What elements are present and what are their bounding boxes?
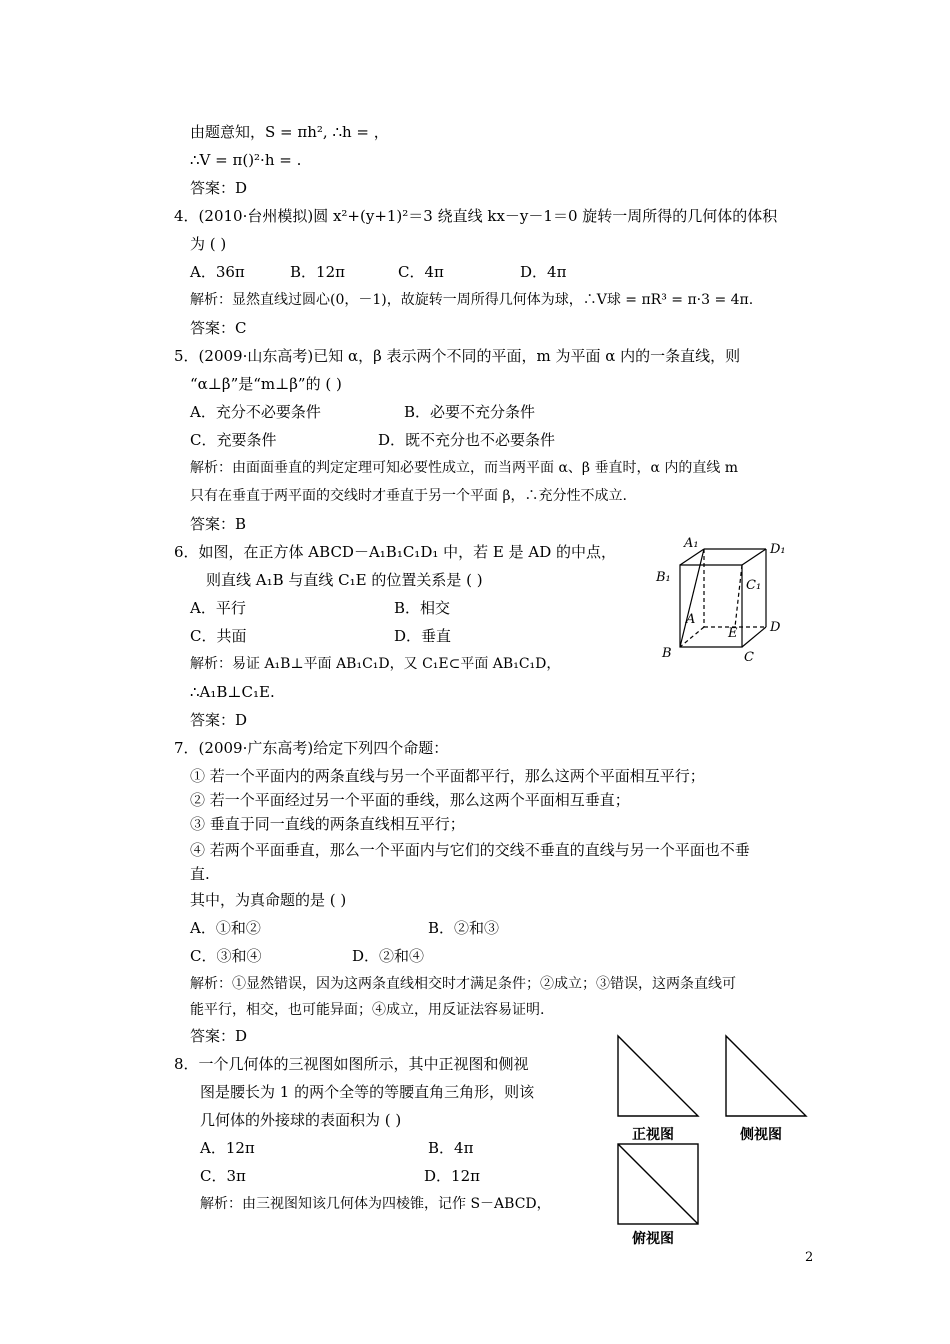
proposition-2: ② 若一个平面经过另一个平面的垂线，那么这两个平面相互垂直； — [190, 791, 630, 809]
question-8-stem: 8．一个几何体的三视图如图所示，其中正视图和侧视 — [174, 1055, 529, 1073]
option-b: B．②和③ — [428, 919, 500, 937]
cube-edge — [742, 627, 766, 647]
option-d: D．4π — [520, 263, 567, 281]
question-4-stem: 4．(2010·台州模拟)圆 x²+(y+1)²＝3 绕直线 kx－y－1＝0 旋转一周所得的几何体的体积 — [174, 207, 778, 225]
option-a: A．平行 — [190, 599, 246, 617]
page-number: 2 — [805, 1250, 814, 1265]
question-6-stem: 6．如图，在正方体 ABCD－A₁B₁C₁D₁ 中，若 E 是 AD 的中点， — [174, 543, 617, 561]
option-a: A．12π — [200, 1139, 255, 1157]
option-c: C．4π — [398, 263, 444, 281]
text-line: ∴V = π()²·h = . — [190, 151, 302, 169]
analysis-line: 能平行，相交，也可能异面；④成立，用反证法容易证明. — [190, 1002, 545, 1018]
option-c: C．③和④ — [190, 947, 262, 965]
side-view-label: 侧视图 — [740, 1127, 782, 1143]
answer-line: 答案：B — [190, 515, 247, 533]
option-b: B．12π — [290, 263, 345, 281]
analysis-line: 只有在垂直于两平面的交线时才垂直于另一个平面 β，∴充分性不成立. — [190, 488, 627, 504]
answer-line: 答案：D — [190, 711, 248, 729]
answer-line: 答案：D — [190, 179, 248, 197]
text-line: “α⊥β”是“m⊥β”的 ( ) — [190, 375, 342, 393]
text-line: 直. — [190, 865, 210, 883]
option-d: D．既不充分也不必要条件 — [378, 431, 556, 449]
analysis-line: 解析：易证 A₁B⊥平面 AB₁C₁D，又 C₁E⊂平面 AB₁C₁D， — [190, 656, 561, 672]
option-a: A．①和② — [190, 919, 261, 937]
option-c: C．共面 — [190, 627, 247, 645]
label-d: D — [770, 620, 781, 635]
question-5-stem: 5．(2009·山东高考)已知 α，β 表示两个不同的平面，m 为平面 α 内的一条直线，则 — [174, 347, 741, 365]
text-line: ∴A₁B⊥C₁E. — [190, 683, 275, 701]
answer-line: 答案：C — [190, 319, 247, 337]
side-view-triangle — [726, 1036, 806, 1116]
top-view-label: 俯视图 — [632, 1231, 674, 1247]
cube-edge — [742, 549, 766, 565]
option-d: D．垂直 — [394, 627, 452, 645]
label-c: C — [744, 650, 754, 665]
label-e: E — [728, 626, 738, 641]
proposition-1: ① 若一个平面内的两条直线与另一个平面都平行，那么这两个平面相互平行； — [190, 767, 705, 785]
analysis-line: 解析：由面面垂直的判定定理可知必要性成立，而当两平面 α、β 垂直时，α 内的直线 m — [190, 460, 739, 476]
option-b: B．4π — [428, 1139, 474, 1157]
option-c: C．充要条件 — [190, 431, 277, 449]
option-a: A．充分不必要条件 — [190, 403, 321, 421]
text-line: 为 ( ) — [190, 235, 227, 253]
question-7-stem: 7．(2009·广东高考)给定下列四个命题： — [174, 739, 449, 757]
line-c1e — [735, 565, 742, 627]
option-b: B．相交 — [394, 599, 451, 617]
option-a: A．36π — [190, 263, 245, 281]
text-line: 图是腰长为 1 的两个全等的等腰直角三角形，则该 — [200, 1083, 535, 1101]
proposition-4: ④ 若两个平面垂直，那么一个平面内与它们的交线不垂直的直线与另一个平面也不垂 — [190, 841, 750, 859]
text-line: 其中，为真命题的是 ( ) — [190, 891, 347, 909]
label-a: A — [686, 612, 696, 627]
analysis-line: 解析：①显然错误，因为这两条直线相交时才满足条件；②成立；③错误，这两条直线可 — [190, 976, 736, 992]
proposition-3: ③ 垂直于同一直线的两条直线相互平行； — [190, 815, 465, 833]
label-b1: B₁ — [656, 570, 671, 585]
front-view-triangle — [618, 1036, 698, 1116]
text-line: 则直线 A₁B 与直线 C₁E 的位置关系是 ( ) — [206, 571, 483, 589]
text-line: 几何体的外接球的表面积为 ( ) — [200, 1111, 402, 1129]
option-d: D．12π — [424, 1167, 480, 1185]
line-a1b — [680, 549, 704, 647]
label-a1: A₁ — [684, 536, 699, 551]
option-d: D．②和④ — [352, 947, 425, 965]
option-b: B．必要不充分条件 — [404, 403, 536, 421]
top-view-diagonal — [618, 1144, 698, 1224]
option-c: C．3π — [200, 1167, 246, 1185]
text-line: 由题意知，S = πh², ∴h = ， — [190, 123, 389, 141]
label-c1: C₁ — [746, 578, 762, 593]
front-view-label: 正视图 — [632, 1127, 674, 1143]
cube-figure — [640, 535, 820, 665]
label-d1: D₁ — [770, 542, 786, 557]
analysis-line: 解析：由三视图知该几何体为四棱锥，记作 S－ABCD， — [200, 1196, 551, 1212]
label-b: B — [662, 646, 672, 661]
answer-line: 答案：D — [190, 1027, 248, 1045]
analysis-line: 解析：显然直线过圆心(0，－1)，故旋转一周所得几何体为球，∴V球 = πR³ = π·3 = 4π. — [190, 292, 754, 308]
